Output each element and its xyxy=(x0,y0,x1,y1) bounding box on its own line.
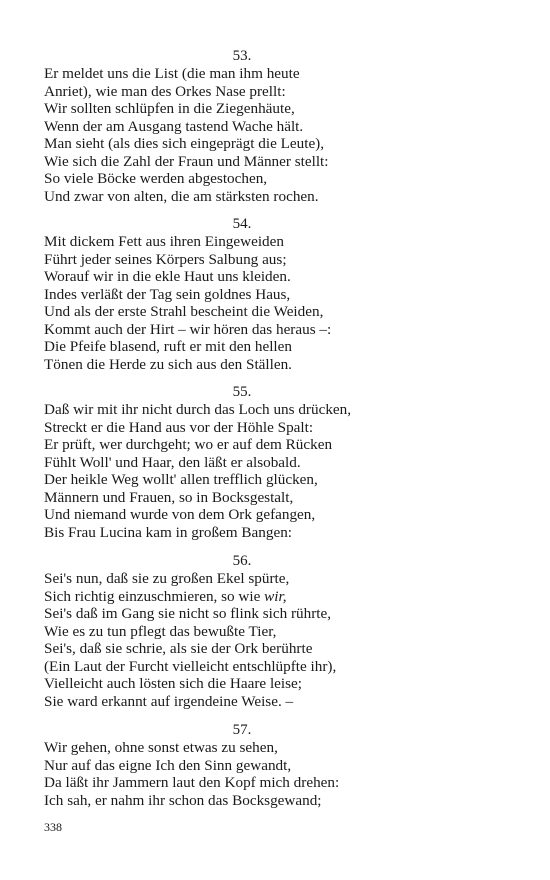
stanza-number: 57. xyxy=(232,722,252,738)
stanza-56 xyxy=(44,552,524,710)
verse-line: Wie es zu tun pflegt das bewußte Tier, xyxy=(44,622,277,640)
verse-line: Anriet), wie man des Orkes Nase prellt: xyxy=(44,82,286,100)
verse-line: Kommt auch der Hirt – wir hören das heraus –: xyxy=(44,320,332,338)
verse-line: Tönen die Herde zu sich aus den Ställen. xyxy=(44,355,292,373)
stanza-55 xyxy=(44,383,524,541)
verse-line xyxy=(44,588,524,606)
verse-line: Und als der erste Strahl bescheint die Weiden, xyxy=(44,303,324,320)
verse-line: Daß wir mit ihr nicht durch das Loch uns drücken, xyxy=(44,401,352,418)
verse-line: Man sieht (als dies sich eingeprägt die Leute), xyxy=(44,135,325,152)
verse-line: Sei's, daß sie schrie, als sie der Ork berührte xyxy=(44,640,313,657)
stanza-57 xyxy=(44,721,524,809)
verse-line: Nur auf das eigne Ich den Sinn gewandt, xyxy=(44,756,292,774)
verse-line: Bis Frau Lucina kam in großem Bangen: xyxy=(44,523,293,541)
verse-line: Ich sah, er nahm ihr schon das Bocksgewand; xyxy=(44,791,322,809)
emphasized-word: wir, xyxy=(264,587,287,605)
verse-text: Sich richtig einzuschmieren, so wie xyxy=(44,587,261,605)
verse-line: Der heikle Weg wollt' allen trefflich glücken, xyxy=(44,471,318,488)
verse-line: Er prüft, wer durchgeht; wo er auf dem Rücken xyxy=(44,436,333,453)
verse-line: Vielleicht auch lösten sich die Haare leise; xyxy=(44,675,303,692)
verse-line: Indes verläßt der Tag sein goldnes Haus, xyxy=(44,285,291,303)
verse-line: Und niemand wurde von dem Ork gefangen, xyxy=(44,506,316,523)
verse-line: So viele Böcke werden abgestochen, xyxy=(44,170,268,187)
stanza-number: 55. xyxy=(232,384,252,400)
verse-line: Da läßt ihr Jammern laut den Kopf mich drehen: xyxy=(44,774,340,791)
page-number: 338 xyxy=(44,820,62,834)
verse-line: Worauf wir in die ekle Haut uns kleiden. xyxy=(44,268,291,285)
stanza-54 xyxy=(44,215,524,373)
verse-line: Wir gehen, ohne sonst etwas zu sehen, xyxy=(44,739,278,756)
stanza-number: 53. xyxy=(232,48,252,64)
verse-line: Wir sollten schlüpfen in die Ziegenhäute, xyxy=(44,100,295,117)
verse-line: Die Pfeife blasend, ruft er mit den hellen xyxy=(44,338,292,355)
verse-line: Er meldet uns die List (die man ihm heute xyxy=(44,65,300,82)
stanza-number: 54. xyxy=(232,216,252,232)
verse-line: (Ein Laut der Furcht vielleicht entschlüpfte ihr), xyxy=(44,657,337,675)
verse-line: Sie ward erkannt auf irgendeine Weise. – xyxy=(44,692,294,710)
verse-line: Sei's nun, daß sie zu großen Ekel spürte, xyxy=(44,570,290,587)
verse-line: Wenn der am Ausgang tastend Wache hält. xyxy=(44,117,304,135)
stanza-number: 56. xyxy=(232,553,252,569)
verse-line: Mit dickem Fett aus ihren Eingeweiden xyxy=(44,233,284,250)
verse-line: Wie sich die Zahl der Fraun und Männer stellt: xyxy=(44,152,329,170)
verse-line: Und zwar von alten, die am stärksten rochen. xyxy=(44,187,319,205)
verse-line: Führt jeder seines Körpers Salbung aus; xyxy=(44,250,287,268)
verse-line: Streckt er die Hand aus vor der Höhle Spalt: xyxy=(44,418,314,436)
verse-line: Fühlt Woll' und Haar, den läßt er alsobald. xyxy=(44,453,301,471)
stanza-53 xyxy=(44,47,524,205)
verse-line: Sei's daß im Gang sie nicht so flink sich rührte, xyxy=(44,605,332,622)
verse-line: Männern und Frauen, so in Bocksgestalt, xyxy=(44,488,294,506)
